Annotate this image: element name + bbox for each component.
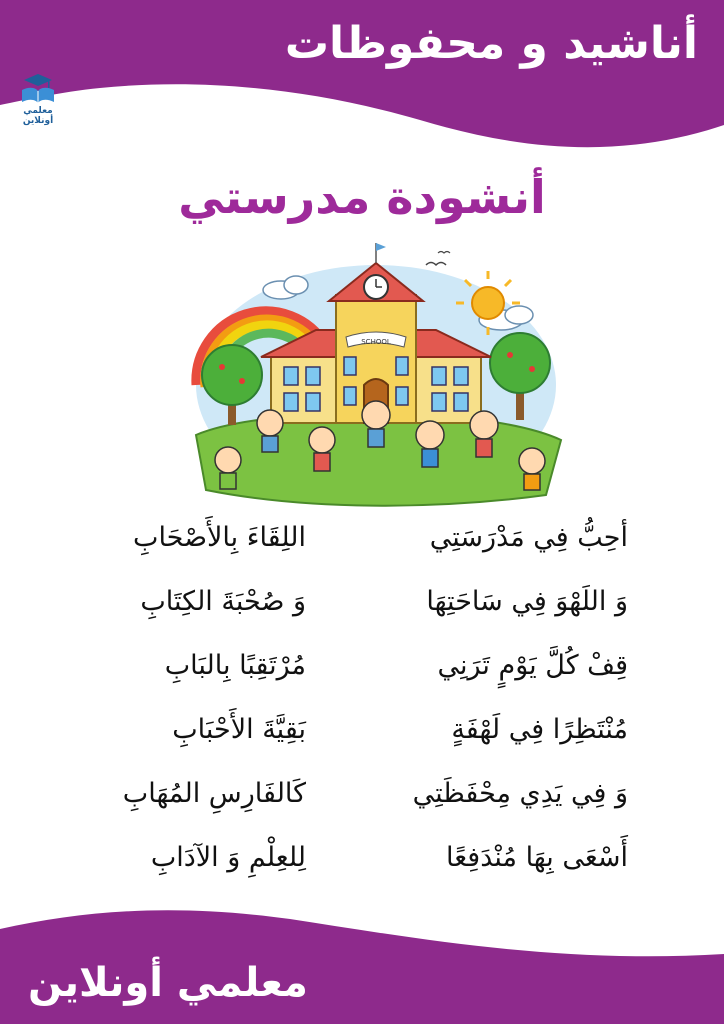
school-illustration (186, 235, 566, 510)
verse-first-half: مُنْتَظِرًا فِي لَهْفَةٍ (451, 714, 628, 745)
verse-first-half: وَ فِي يَدِي مِحْفَظَتِي (412, 778, 628, 809)
graduation-book-icon (18, 72, 58, 104)
verse-second-half: مُرْتَقِبًا بِالبَابِ (164, 650, 306, 681)
verse-second-half: وَ صُحْبَةَ الكِتَابِ (140, 586, 306, 617)
verse-row (0, 522, 724, 586)
verse-second-half: اللِقَاءَ بِالأَصْحَابِ (133, 522, 306, 553)
poem-verses (0, 522, 724, 906)
verse-first-half: وَ اللَهْوَ فِي سَاحَتِهَا (426, 586, 628, 617)
verse-row (0, 714, 724, 778)
school-sign-text: SCHOOL (361, 338, 391, 346)
verse-first-half: أحِبُّ فِي مَدْرَسَتِي (429, 522, 628, 553)
header-title: أناشيد و محفوظات (284, 18, 698, 69)
verse-row (0, 650, 724, 714)
verse-first-half: قِفْ كُلَّ يَوْمٍ تَرَنِي (437, 650, 628, 681)
verse-second-half: لِلعِلْمِ وَ الآدَابِ (150, 842, 306, 873)
verse-row (0, 778, 724, 842)
verse-second-half: بَقِيَّةَ الأَحْبَابِ (172, 714, 306, 745)
logo-label: معلمي أونلاين (22, 106, 54, 126)
verse-row (0, 586, 724, 650)
verse-first-half: أَسْعَى بِهَا مُنْدَفِعًا (446, 842, 628, 873)
site-logo[interactable] (10, 72, 66, 126)
verse-row (0, 842, 724, 906)
footer-title: معلمي أونلاين (28, 960, 308, 1006)
poem-title: أنشودة مدرستي (178, 170, 546, 224)
verse-second-half: كَالفَارِسِ المُهَابِ (122, 778, 306, 809)
